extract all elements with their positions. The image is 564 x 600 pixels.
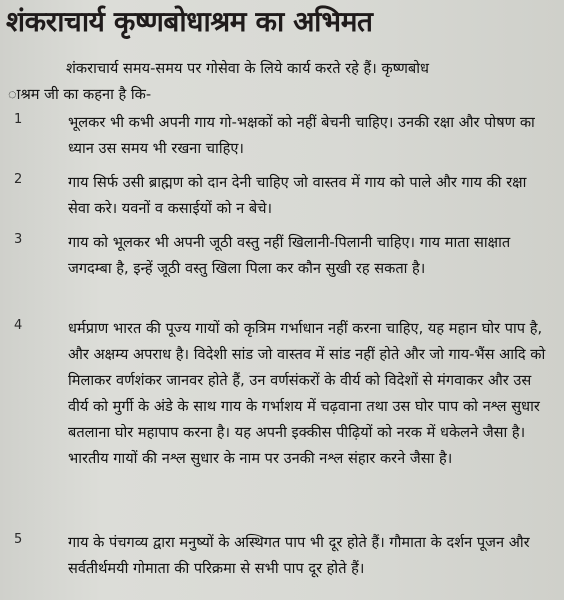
item-number: 5	[14, 532, 23, 547]
item-number: 1	[14, 112, 23, 127]
item-text: गाय के पंचगव्य द्वारा मनुष्यों के अस्थिगत पाप भी दूर होते हैं। गौमाता के दर्शन पूजन और सर्वतीर्थमयी गोमाता की परिक्रमा से सभी पाप दूर होते हैं।	[68, 534, 530, 577]
page-title: शंकराचार्य कृष्णबोधाश्रम का अभिमत	[6, 5, 373, 38]
intro-line-2: ाश्रम जी का कहना है कि-	[8, 86, 152, 103]
item-number: 3	[14, 232, 23, 247]
item-text: गाय सिर्फ उसी ब्राह्मण को दान देनी चाहिए जो वास्तव में गाय को पाले और गाय की रक्षा सेवा करे। यवनों व कसाईयों को न बेचे।	[68, 174, 527, 217]
item-text: धर्मप्राण भारत की पूज्य गायों को कृत्रिम गर्भाधान नहीं करना चाहिए, यह महान घोर पाप है, और अक्षम्य अपराध है। विदेशी सांड जो वास्तव में सांड नहीं होते और जो गाय-भैंस आदि को मिलाकर वर्णशंकर जानवर होते हैं, उन वर्णसंकरों के वीर्य को विदेशों से मंगवाकर और उस वीर्य को मुर्गी के अंडे के साथ गाय के गर्भाशय में चढ़वाना तथा उस घोर पाप को नश्ल सुधार बतलाना घोर महापाप करना है। यह अपनी इक्कीस पीढ़ियों को नरक में धकेलने जैसा है। भारतीय गायों की नश्ल सुधार के नाम पर उनकी नश्ल संहार करने जैसा है।	[68, 320, 546, 467]
intro-line-1: शंकराचार्य समय-समय पर गोसेवा के लिये कार्य करते रहे हैं। कृष्णबोध	[66, 60, 430, 77]
item-number: 2	[14, 172, 23, 187]
item-text: भूलकर भी कभी अपनी गाय गो-भक्षकों को नहीं बेचनी चाहिए। उनकी रक्षा और पोषण का ध्यान उस समय भी रखना चाहिए।	[68, 114, 535, 157]
item-text: गाय को भूलकर भी अपनी जूठी वस्तु नहीं खिलानी-पिलानी चाहिए। गाय माता साक्षात जगदम्बा है, इन्हें जूठी वस्तु खिला पिला कर कौन सुखी रह सकता है।	[68, 234, 511, 277]
intro-paragraph	[8, 56, 556, 108]
item-number: 4	[14, 318, 23, 333]
